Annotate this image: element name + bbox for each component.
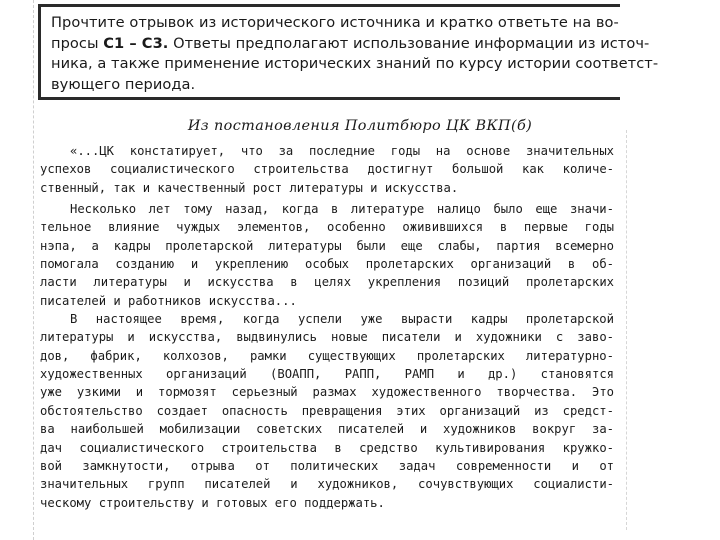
source-line: нэпа, а кадры пролетарской литературы были еще слабы, партия всемерно	[40, 238, 614, 253]
source-line: писателей и работников искусства...	[40, 293, 297, 308]
scan-edge-left	[33, 0, 34, 540]
source-line: ческому строительству и готовых его поддержать.	[40, 495, 385, 510]
source-line: ственный, так и качественный рост литературы и искусства.	[40, 180, 459, 195]
task-line: Прочтите отрывок из исторического источника и кратко ответьте на во-	[51, 14, 619, 31]
source-text	[40, 142, 614, 512]
task-line: просы С1 – С3. Ответы предполагают использование информации из источ-	[51, 34, 650, 52]
source-line: дач социалистического строительства в средство культивирования кружко-	[40, 440, 614, 455]
source-title: Из постановления Политбюро ЦК ВКП(б)	[187, 118, 533, 134]
source-line: Несколько лет тому назад, когда в литературе налицо было еще значи-	[70, 202, 614, 217]
scan-edge-right	[626, 130, 627, 530]
source-line: «...ЦК констатирует, что за последние годы на основе значительных	[70, 144, 614, 158]
task-instructions-box	[38, 4, 659, 100]
source-line: литературы и искусства, выдвинулись новые писатели и художники с заво-	[40, 330, 614, 345]
source-line: обстоятельство создает опасность превращения этих организаций из средст-	[40, 403, 614, 418]
source-line: ласти литературы и искусства в целях укрепления позиций пролетарских	[40, 275, 614, 290]
source-line: уже узкими и тормозят серьезный размах художественного творчества. Это	[40, 385, 614, 400]
source-line: художественных организаций (ВОАПП, РАПП, РАМП и др.) становятся	[40, 367, 614, 382]
source-line: помогала созданию и укреплению особых пролетарских организаций в об-	[40, 257, 614, 272]
task-line: вующего периода.	[51, 75, 196, 93]
source-line: тельное влияние чуждых элементов, особенно оживившихся в первые годы	[40, 220, 614, 235]
task-line: ника, а также применение исторических знаний по курсу истории соответст-	[51, 55, 659, 73]
source-line: ва наибольшей мобилизации советских писателей и художников вокруг за-	[40, 422, 614, 437]
source-line: В настоящее время, когда успели уже вырасти кадры пролетарской	[70, 312, 614, 327]
source-line: значительных групп писателей и художников, сочувствующих социалисти-	[40, 477, 614, 492]
source-line: вой замкнутости, отрыва от политических задач современности и от	[40, 458, 614, 473]
source-line: дов, фабрик, колхозов, рамки существующих пролетарских литературно-	[40, 348, 614, 363]
source-line: успехов социалистического строительства достигнут большой как количе-	[40, 162, 614, 177]
